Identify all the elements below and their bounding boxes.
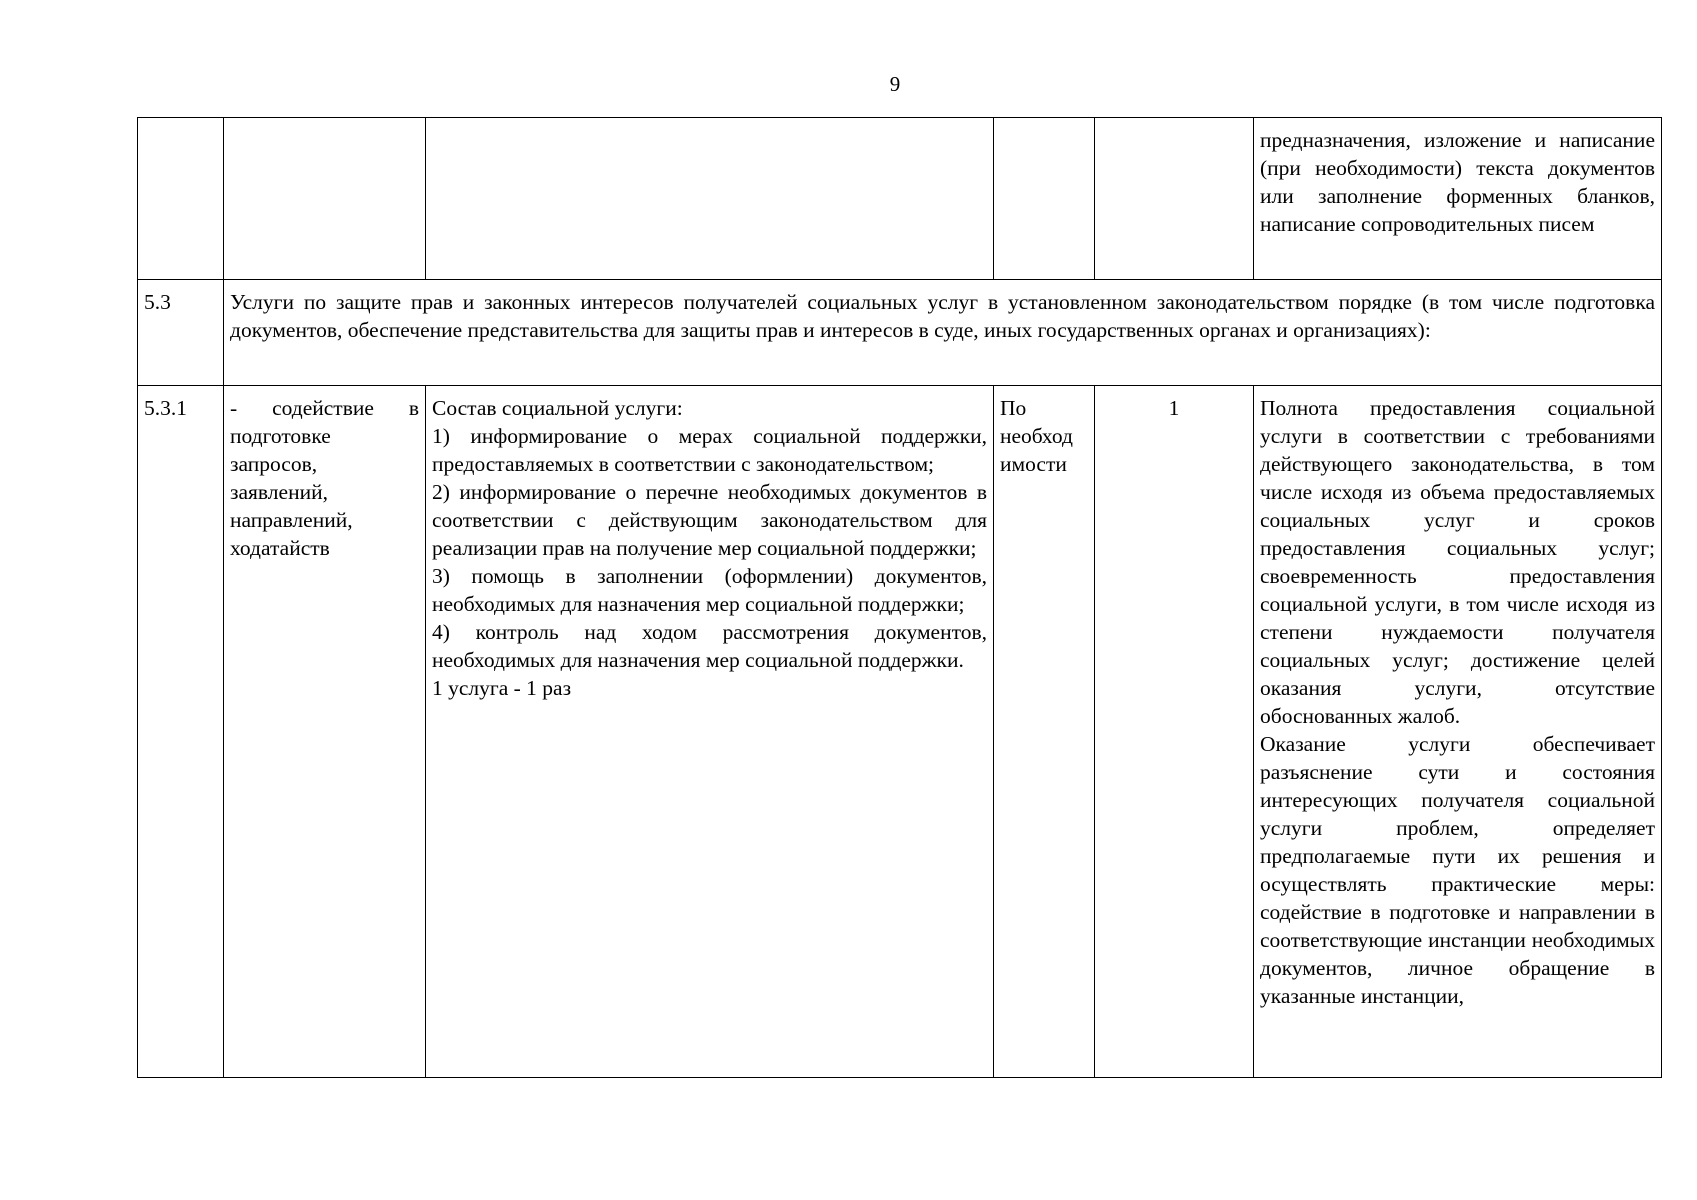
cell-service-number: 5.3.1 xyxy=(138,386,224,1078)
cell-section-number: 5.3 xyxy=(138,280,224,386)
cell-requirements xyxy=(1254,386,1662,1078)
cell-requirements-continued: предназначения, изложение и написание (при необходимости) текста документов или заполнение форменных бланков, написание сопроводительных писем xyxy=(1254,118,1662,280)
requirements-paragraph: Полнота предоставления социальной услуги в соответствии с требованиями действующего законодательства, в том числе исходя из объема предоставляемых социальных услуг и сроков предоставления социальных услуг; своевременность предоставления социальной услуги, в том числе исходя из степени нуждаемости получателя социальных услуг; достижение целей оказания услуги, отсутствие обоснованных жалоб. xyxy=(1260,396,1655,728)
cell-periodicity: По необход имости xyxy=(994,386,1095,1078)
composition-line: 4) контроль над ходом рассмотрения документов, необходимых для назначения мер социальной поддержки. xyxy=(432,620,987,672)
table-row-service xyxy=(138,386,1662,1078)
table-row-section xyxy=(138,280,1662,386)
cell-section-title: Услуги по защите прав и законных интересов получателей социальных услуг в установленном законодательством порядке (в том числе подготовка документов, обеспечение представительства для защиты прав и интересов в суде, иных государственных органах и организациях): xyxy=(224,280,1662,386)
page-number: 9 xyxy=(889,72,901,96)
cell-service-name: - содействие в подготовке запросов, заявлений, направлений, ходатайств xyxy=(224,386,426,1078)
cell-empty xyxy=(224,118,426,280)
cell-empty xyxy=(1095,118,1254,280)
cell-empty xyxy=(994,118,1095,280)
composition-line: 1 услуга - 1 раз xyxy=(432,676,572,700)
cell-empty xyxy=(138,118,224,280)
requirements-paragraph: Оказание услуги обеспечивает разъяснение сути и состояния интересующих получателя социальной услуги проблем, определяет предполагаемые пути их решения и осуществлять практические меры: содействие в подготовке и направлении в соответствующие инстанции необходимых документов, личное обращение в указанные инстанции, xyxy=(1260,732,1655,1008)
cell-service-composition xyxy=(426,386,994,1078)
composition-line: 2) информирование о перечне необходимых документов в соответствии с действующим законодательством для реализации прав на получение мер социальной поддержки; xyxy=(432,480,987,560)
cell-empty xyxy=(426,118,994,280)
composition-line: 1) информирование о мерах социальной поддержки, предоставляемых в соответствии с законодательством; xyxy=(432,424,987,476)
table-row-continued xyxy=(138,118,1662,280)
services-table xyxy=(137,117,1662,1078)
composition-line: Состав социальной услуги: xyxy=(432,396,683,420)
cell-quantity: 1 xyxy=(1095,386,1254,1078)
composition-line: 3) помощь в заполнении (оформлении) документов, необходимых для назначения мер социальной поддержки; xyxy=(432,564,987,616)
